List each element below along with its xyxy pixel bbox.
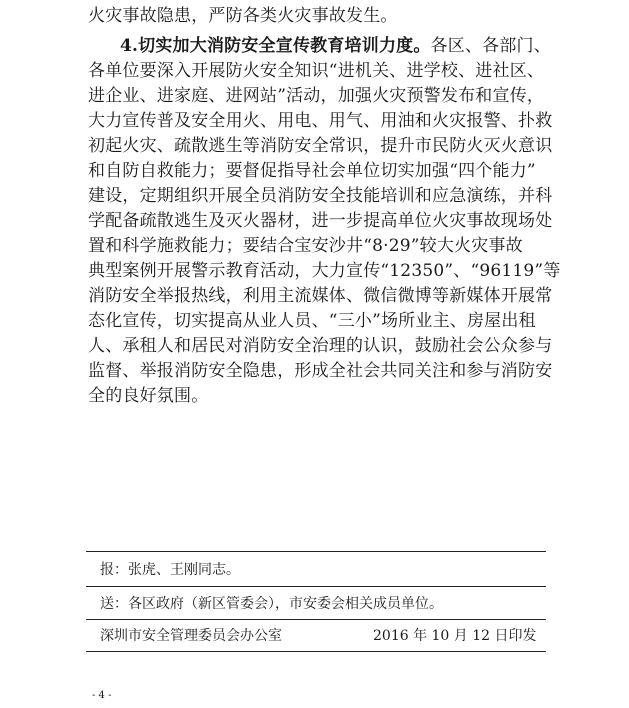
send-to-line: 送：各区政府（新区管委会），市安委会相关成员单位。 [100,596,443,612]
paragraph-4-first-line [120,34,551,58]
footer-top-rule [86,551,546,552]
body-line: 态化宣传，切实提高从业人员、“三小”场所业主、房屋出租 [88,311,536,331]
footer-divider [86,586,546,587]
paragraph-4-heading-tail: 各区、各部门、 [430,36,551,56]
body-line: 初起火灾、疏散逃生等消防安全常识，提升市民防火灭火意识 [88,136,553,156]
issue-date: 2016 年 10 月 12 日印发 [373,628,537,644]
footer-divider [86,619,546,620]
body-line: 和自防自救能力；要督促指导社会单位切实加强“四个能力” [88,161,536,181]
report-to-line: 报：张虎、王刚同志。 [100,562,240,578]
page-number: - 4 - [92,690,112,701]
paragraph-4-heading: 4.切实加大消防安全宣传教育培训力度。 [120,36,431,56]
body-line: 火灾事故隐患，严防各类火灾事故发生。 [88,6,398,26]
body-line: 各单位要深入开展防火安全知识“进机关、进学校、进社区、 [88,61,545,81]
body-line: 全的良好氛围。 [88,386,209,406]
body-line: 大力宣传普及安全用火、用电、用气、用油和火灾报警、扑救 [88,111,553,131]
body-line: 人、承租人和居民对消防安全治理的认识，鼓励社会公众参与 [88,336,553,356]
body-line: 置和科学施救能力；要结合宝安沙井“8·29”较大火灾事故 [88,236,523,256]
body-line: 消防安全举报热线，利用主流媒体、微信微博等新媒体开展常 [88,286,553,306]
body-line: 典型案例开展警示教育活动，大力宣传“12350”、“96119”等 [88,261,561,281]
body-line: 监督、举报消防安全隐患，形成全社会共同关注和参与消防安 [88,361,553,381]
body-line: 学配备疏散逃生及灭火器材，进一步提高单位火灾事故现场处 [88,211,553,231]
footer-bottom-rule [86,651,546,652]
body-line: 建设，定期组织开展全员消防安全技能培训和应急演练，并科 [88,186,553,206]
issuer-name: 深圳市安全管理委员会办公室 [100,628,282,644]
body-line: 进企业、进家庭、进网站”活动，加强火灾预警发布和宣传， [88,86,545,106]
